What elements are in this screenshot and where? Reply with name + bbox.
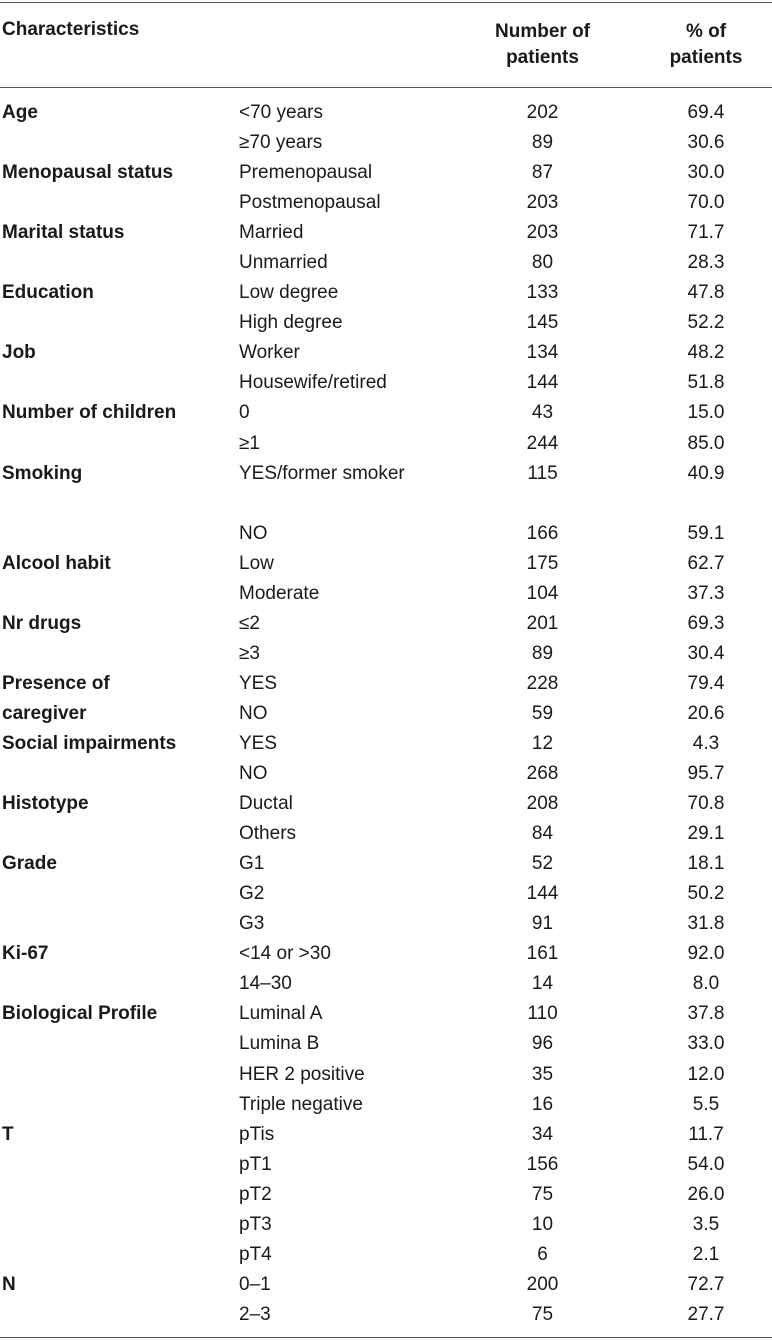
table-row [0, 549, 772, 579]
row-percent-of-patients: 30.6 [687, 132, 725, 154]
header-percent-line1: % of [685, 21, 727, 42]
row-number-of-patients: 144 [526, 883, 559, 905]
row-number-of-patients: 91 [531, 913, 554, 935]
row-number-of-patients: 52 [531, 853, 554, 875]
table-row [0, 579, 772, 609]
row-number-of-patients: 59 [531, 702, 554, 724]
row-number-of-patients: 104 [526, 582, 559, 604]
row-number-of-patients: 175 [526, 552, 559, 574]
row-percent-of-patients: 48.2 [687, 342, 725, 364]
row-percent-of-patients: 31.8 [687, 913, 725, 935]
table-row [0, 729, 772, 759]
row-percent-of-patients: 72.7 [687, 1273, 725, 1295]
row-number-of-patients: 203 [526, 192, 559, 214]
row-percent-of-patients: 33.0 [687, 1033, 725, 1055]
row-group-label: Marital status [2, 222, 125, 244]
row-number-of-patients: 89 [531, 642, 554, 664]
header-characteristics: Characteristics [2, 19, 140, 40]
row-number-of-patients: 145 [526, 312, 559, 334]
table-row [0, 368, 772, 398]
table-row [0, 939, 772, 969]
row-percent-of-patients: 8.0 [692, 973, 720, 995]
row-group-label: Nr drugs [2, 612, 82, 634]
row-number-of-patients: 228 [526, 672, 559, 694]
row-percent-of-patients: 79.4 [687, 672, 725, 694]
row-number-of-patients: 203 [526, 222, 559, 244]
row-number-of-patients: 14 [531, 973, 554, 995]
row-number-of-patients: 115 [527, 462, 558, 484]
row-number-of-patients: 208 [526, 793, 559, 815]
row-category: 2–3 [239, 1303, 271, 1325]
row-category: Moderate [239, 582, 320, 604]
row-group-label: Number of children [2, 402, 177, 424]
table-header [0, 0, 772, 87]
table-row [0, 248, 772, 278]
row-number-of-patients: 201 [526, 612, 559, 634]
header-percent-line2: patients [669, 47, 743, 68]
table-row [0, 639, 772, 669]
row-category: Others [239, 823, 297, 845]
row-percent-of-patients: 12.0 [687, 1063, 725, 1085]
row-percent-of-patients: 37.3 [687, 582, 725, 604]
table-row [0, 128, 772, 158]
row-category: YES [239, 732, 278, 754]
table-row [0, 1210, 772, 1240]
row-group-label: Smoking [2, 462, 83, 484]
row-percent-of-patients: 2.1 [692, 1243, 720, 1265]
row-category: 14–30 [239, 973, 292, 995]
row-group-label: Biological Profile [2, 1003, 158, 1025]
row-percent-of-patients: 95.7 [687, 763, 725, 785]
table-row [0, 849, 772, 879]
header-percent-of-patients [640, 19, 772, 71]
row-category: NO [239, 522, 268, 544]
row-category: pT3 [239, 1213, 272, 1235]
row-number-of-patients: 80 [531, 252, 554, 274]
row-percent-of-patients: 11.7 [688, 1123, 724, 1145]
row-percent-of-patients: 20.6 [687, 702, 725, 724]
row-percent-of-patients: 26.0 [687, 1183, 725, 1205]
row-percent-of-patients: 18.1 [687, 853, 725, 875]
row-number-of-patients: 133 [526, 282, 559, 304]
row-group-label: Education [2, 282, 94, 304]
row-group-label: Social impairments [2, 732, 177, 754]
row-percent-of-patients: 29.1 [687, 823, 725, 845]
table-row [0, 459, 772, 519]
row-percent-of-patients: 27.7 [687, 1303, 725, 1325]
row-category: G1 [239, 853, 265, 875]
row-number-of-patients: 75 [531, 1183, 554, 1205]
row-percent-of-patients: 69.3 [687, 612, 725, 634]
header-number-line2: patients [506, 47, 579, 68]
row-category: ≥70 years [239, 132, 323, 154]
table-row [0, 1120, 772, 1150]
row-percent-of-patients: 51.8 [687, 372, 725, 394]
table-row [0, 699, 772, 729]
table-row [0, 1300, 772, 1330]
table-row [0, 609, 772, 639]
row-category: 0–1 [239, 1273, 271, 1295]
table-row [0, 1090, 772, 1120]
row-group-label: Presence of [2, 672, 110, 694]
row-percent-of-patients: 69.4 [687, 102, 725, 123]
row-number-of-patients: 6 [537, 1243, 548, 1265]
row-percent-of-patients: 54.0 [687, 1153, 725, 1175]
row-number-of-patients: 156 [526, 1153, 559, 1175]
table-row [0, 759, 772, 789]
table-header-rule [0, 87, 772, 88]
table-row [0, 398, 772, 428]
table-row [0, 1270, 772, 1300]
row-percent-of-patients: 47.8 [687, 282, 725, 304]
row-percent-of-patients: 50.2 [687, 883, 725, 905]
table-row [0, 789, 772, 819]
row-number-of-patients: 84 [531, 823, 554, 845]
table-row [0, 278, 772, 308]
row-number-of-patients: 16 [531, 1093, 554, 1115]
row-number-of-patients: 43 [531, 402, 554, 424]
row-number-of-patients: 144 [526, 372, 559, 394]
header-number-of-patients [470, 19, 615, 71]
row-number-of-patients: 268 [526, 763, 559, 785]
row-percent-of-patients: 3.5 [692, 1213, 720, 1235]
row-percent-of-patients: 5.5 [692, 1093, 720, 1115]
table-row [0, 879, 772, 909]
row-category: Premenopausal [239, 162, 373, 184]
table-row [0, 1029, 772, 1059]
row-category: <14 or >30 [239, 943, 331, 965]
row-category: <70 years [239, 102, 323, 123]
row-percent-of-patients: 70.8 [687, 793, 725, 815]
row-group-label: caregiver [2, 702, 87, 724]
row-group-label: Age [2, 102, 38, 123]
row-category: YES/former smoker [239, 462, 405, 484]
row-percent-of-patients: 15.0 [687, 402, 725, 424]
row-category: Worker [239, 342, 300, 364]
row-number-of-patients: 34 [531, 1123, 554, 1145]
table-row [0, 519, 772, 549]
table-row [0, 1180, 772, 1210]
row-percent-of-patients: 37.8 [687, 1003, 725, 1025]
row-group-label: Grade [2, 853, 57, 875]
row-group-label: Ki-67 [2, 943, 49, 965]
row-category: Low degree [239, 282, 339, 304]
row-category: Housewife/retired [239, 372, 387, 394]
row-number-of-patients: 202 [526, 102, 559, 123]
row-number-of-patients: 166 [526, 522, 559, 544]
row-category: pT2 [239, 1183, 272, 1205]
row-number-of-patients: 244 [526, 432, 559, 454]
table-row [0, 188, 772, 218]
row-percent-of-patients: 59.1 [687, 522, 725, 544]
row-percent-of-patients: 62.7 [687, 552, 725, 574]
row-category: pT1 [239, 1153, 272, 1175]
table-row [0, 1060, 772, 1090]
row-group-label: Job [2, 342, 36, 364]
row-number-of-patients: 96 [531, 1033, 554, 1055]
row-percent-of-patients: 71.7 [687, 222, 725, 244]
table-body [0, 98, 772, 1330]
row-category: Ductal [239, 793, 293, 815]
row-category: YES [239, 672, 278, 694]
row-category: NO [239, 702, 268, 724]
row-category: ≥1 [239, 432, 260, 454]
row-category: pTis [239, 1123, 275, 1145]
row-percent-of-patients: 70.0 [687, 192, 725, 214]
row-percent-of-patients: 30.0 [687, 162, 725, 184]
row-category: HER 2 positive [239, 1063, 365, 1085]
row-category: Unmarried [239, 252, 328, 274]
table-row [0, 669, 772, 699]
row-category: Postmenopausal [239, 192, 381, 214]
row-category: ≤2 [239, 612, 260, 634]
row-number-of-patients: 35 [531, 1063, 554, 1085]
row-group-label: N [2, 1273, 16, 1295]
row-category: High degree [239, 312, 343, 334]
row-group-label: Alcool habit [2, 552, 111, 574]
row-number-of-patients: 10 [531, 1213, 554, 1235]
row-number-of-patients: 161 [526, 943, 559, 965]
row-number-of-patients: 87 [531, 162, 554, 184]
row-number-of-patients: 89 [531, 132, 554, 154]
row-number-of-patients: 12 [531, 732, 554, 754]
row-number-of-patients: 75 [531, 1303, 554, 1325]
table-row [0, 98, 772, 128]
row-percent-of-patients: 92.0 [687, 943, 725, 965]
table-row [0, 1150, 772, 1180]
table-row [0, 429, 772, 459]
table-row [0, 218, 772, 248]
row-percent-of-patients: 40.9 [687, 462, 725, 484]
row-category: Lumina B [239, 1033, 320, 1055]
table-row [0, 308, 772, 338]
row-category: Luminal A [239, 1003, 323, 1025]
row-category: Married [239, 222, 304, 244]
row-percent-of-patients: 52.2 [687, 312, 725, 334]
table-row [0, 969, 772, 999]
row-category: Low [239, 552, 274, 574]
row-group-label: T [2, 1123, 14, 1145]
row-number-of-patients: 110 [527, 1003, 558, 1025]
row-number-of-patients: 134 [526, 342, 559, 364]
row-group-label: Histotype [2, 793, 89, 815]
row-percent-of-patients: 85.0 [687, 432, 725, 454]
row-category: Triple negative [239, 1093, 363, 1115]
table-row [0, 999, 772, 1029]
row-category: pT4 [239, 1243, 272, 1265]
table-row [0, 1240, 772, 1270]
row-percent-of-patients: 4.3 [692, 732, 720, 754]
row-category: G3 [239, 913, 265, 935]
row-number-of-patients: 200 [526, 1273, 559, 1295]
row-category: NO [239, 763, 268, 785]
table-bottom-rule [0, 1337, 772, 1338]
row-category: 0 [239, 402, 250, 424]
table-row [0, 158, 772, 188]
row-category: G2 [239, 883, 265, 905]
table-row [0, 819, 772, 849]
table-row [0, 909, 772, 939]
header-number-line1: Number of [495, 21, 590, 42]
table-row [0, 338, 772, 368]
row-percent-of-patients: 28.3 [687, 252, 725, 274]
row-category: ≥3 [239, 642, 260, 664]
row-group-label: Menopausal status [2, 162, 174, 184]
row-percent-of-patients: 30.4 [687, 642, 725, 664]
